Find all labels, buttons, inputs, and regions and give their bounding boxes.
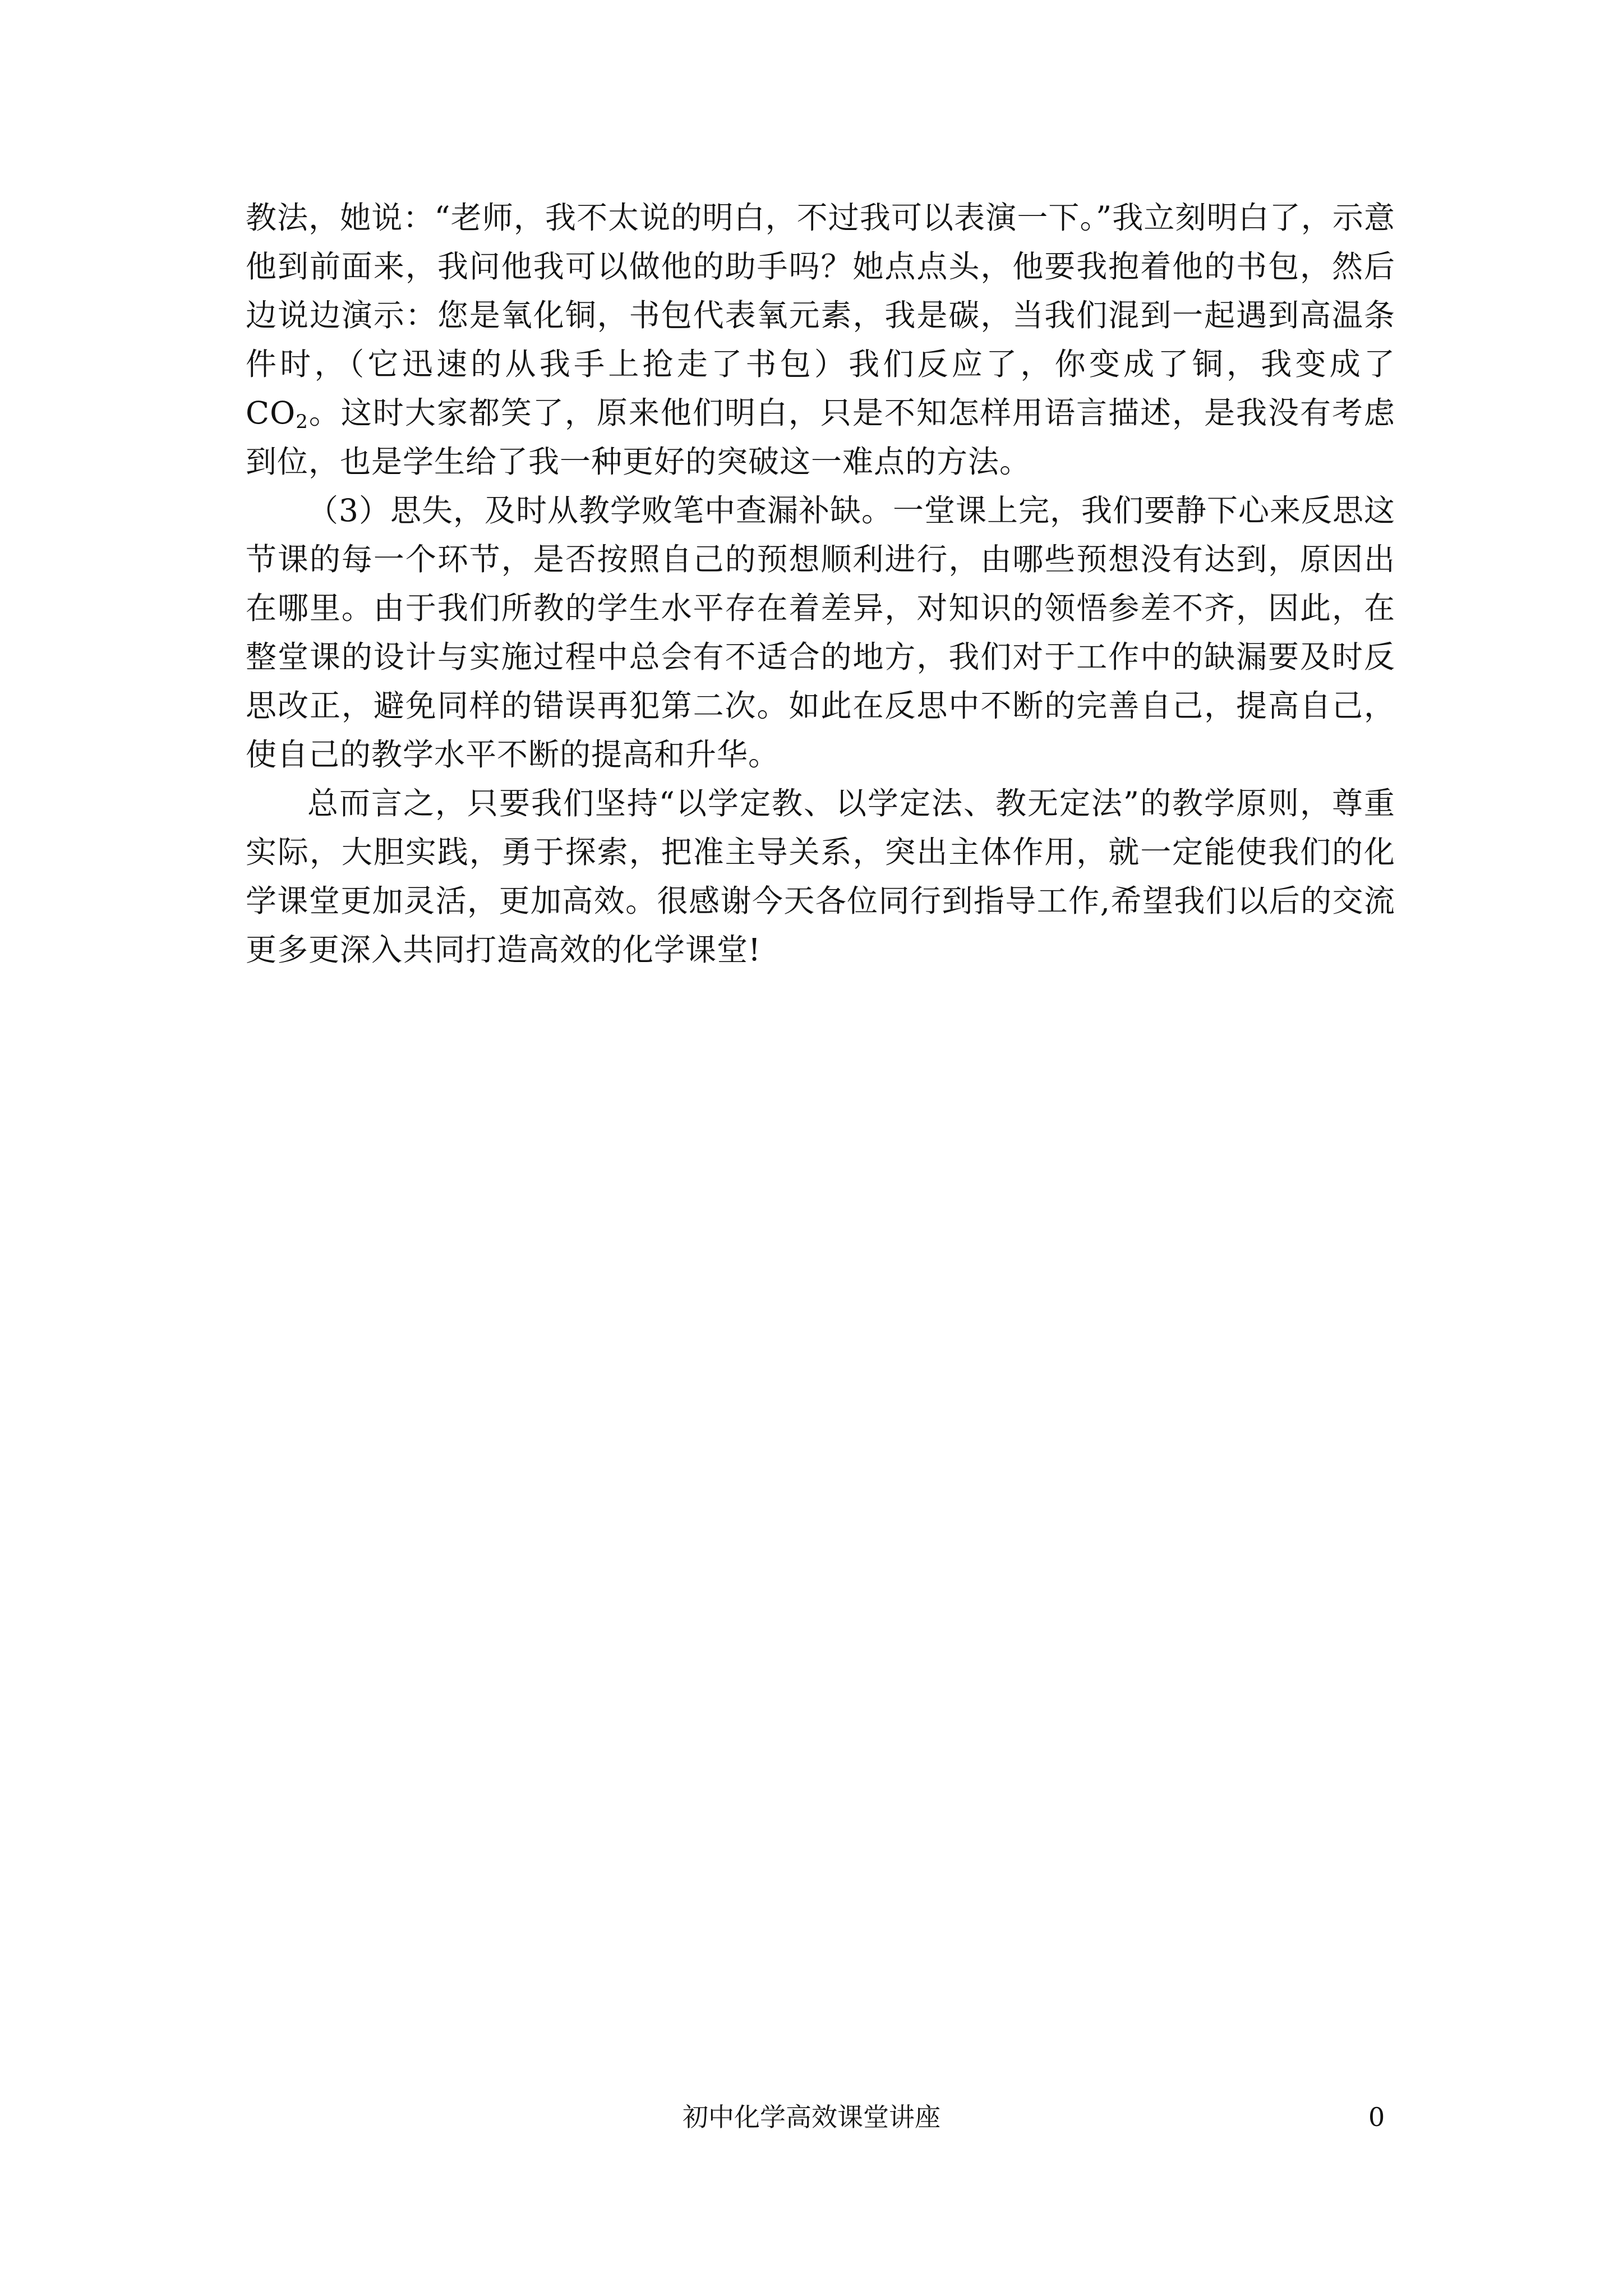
footer-title: 初中化学高效课堂讲座 <box>683 2102 940 2132</box>
paragraph-1-text-before: 教法，她说：“老师，我不太说的明白，不过我可以表演一下。”我立刻明白了，示意他到前面来，我问他我可以做他的助手吗？她点点头，他要我抱着他的书包，然后边说边演示：您是氧化铜，书包代表氧元素，我是碳，当我们混到一起遇到高温条件时，（它迅速的从我手上抢走了书包）我们反应了，你变成了铜，我变成了 CO <box>246 200 1395 431</box>
paragraph-conclusion: 总而言之，只要我们坚持“以学定教、以学定法、教无定法”的教学原则，尊重实际，大胆实践，勇于探索，把准主导关系，突出主体作用，就一定能使我们的化学课堂更加灵活，更加高效。很感谢今天各位同行到指导工作,希望我们以后的交流更多更深入共同打造高效的化学课堂! <box>246 785 1395 968</box>
co2-subscript: 2 <box>296 411 308 433</box>
paragraph-reflection-on-mistakes: （3）思失，及时从教学败笔中查漏补缺。一堂课上完，我们要静下心来反思这节课的每一个环节，是否按照自己的预想顺利进行，由哪些预想没有达到，原因出在哪里。由于我们所教的学生水平存在着差异，对知识的领悟参差不齐，因此，在整堂课的设计与实施过程中总会有不适合的地方，我们对于工作中的缺漏要及时反思改正，避免同样的错误再犯第二次。如此在反思中不断的完善自己，提高自己，使自己的教学水平不断的提高和升华。 <box>246 493 1395 772</box>
page-number: 0 <box>1368 2102 1385 2132</box>
body-text <box>246 194 1395 974</box>
paragraph-continuation <box>246 194 1395 486</box>
paragraph-1-text-after: 。这时大家都笑了，原来他们明白，只是不知怎样用语言描述，是我没有考虑到位，也是学生给了我一种更好的突破这一难点的方法。 <box>246 395 1395 480</box>
